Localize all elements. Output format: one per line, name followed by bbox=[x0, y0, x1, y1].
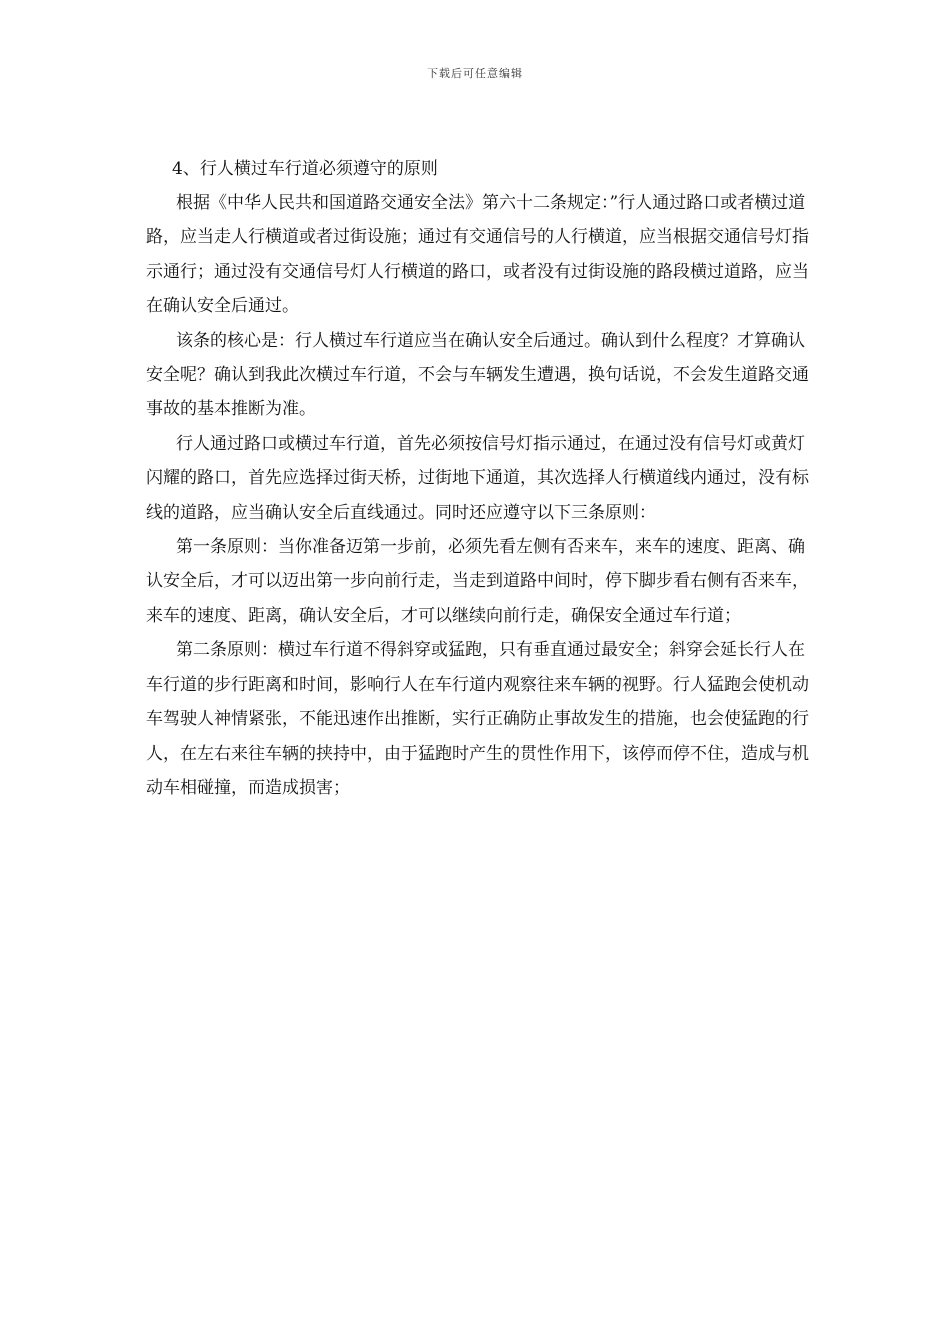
paragraph: 根据《中华人民共和国道路交通安全法》第六十二条规定：”行人通过路口或者横过道路，应当走人行横道或者过街设施；通过有交通信号的人行横道，应当根据交通信号灯指示通行；通过没有交通信号灯人行横道的路口，或者没有过街设施的路段横过道路，应当在确认安全后通过。 bbox=[146, 193, 809, 317]
paragraph: 该条的核心是：行人横过车行道应当在确认安全后通过。确认到什么程度？才算确认安全呢？确认到我此次横过车行道，不会与车辆发生遭遇，换句话说，不会发生道路交通事故的基本推断为准。 bbox=[146, 330, 809, 420]
paragraph: 行人通过路口或横过车行道，首先必须按信号灯指示通过，在通过没有信号灯或黄灯闪耀的路口，首先应选择过街天桥，过街地下通道，其次选择人行横道线内通过，没有标线的道路，应当确认安全后直线通过。同时还应遵守以下三条原则： bbox=[146, 433, 809, 523]
section-title: 4、行人横过车行道必须遵守的原则 bbox=[172, 159, 438, 179]
document-body bbox=[146, 152, 818, 805]
paragraph: 第二条原则：横过车行道不得斜穿或猛跑，只有垂直通过最安全；斜穿会延长行人在车行道的步行距离和时间，影响行人在车行道内观察往来车辆的视野。行人猛跑会使机动车驾驶人神情紧张，不能迅速作出推断，实行正确防止事故发生的措施，也会使猛跑的行人，在左右来往车辆的挟持中，由于猛跑时产生的贯性作用下，该停而停不住，造成与机动车相碰撞，而造成损害； bbox=[146, 640, 809, 798]
header-note: 下载后可任意编辑 bbox=[427, 67, 523, 80]
paragraph: 第一条原则：当你准备迈第一步前，必须先看左侧有否来车，来车的速度、距离、确认安全后，才可以迈出第一步向前行走，当走到道路中间时，停下脚步看右侧有否来车，来车的速度、距离，确认安全后，才可以继续向前行走，确保安全通过车行道； bbox=[146, 537, 809, 626]
